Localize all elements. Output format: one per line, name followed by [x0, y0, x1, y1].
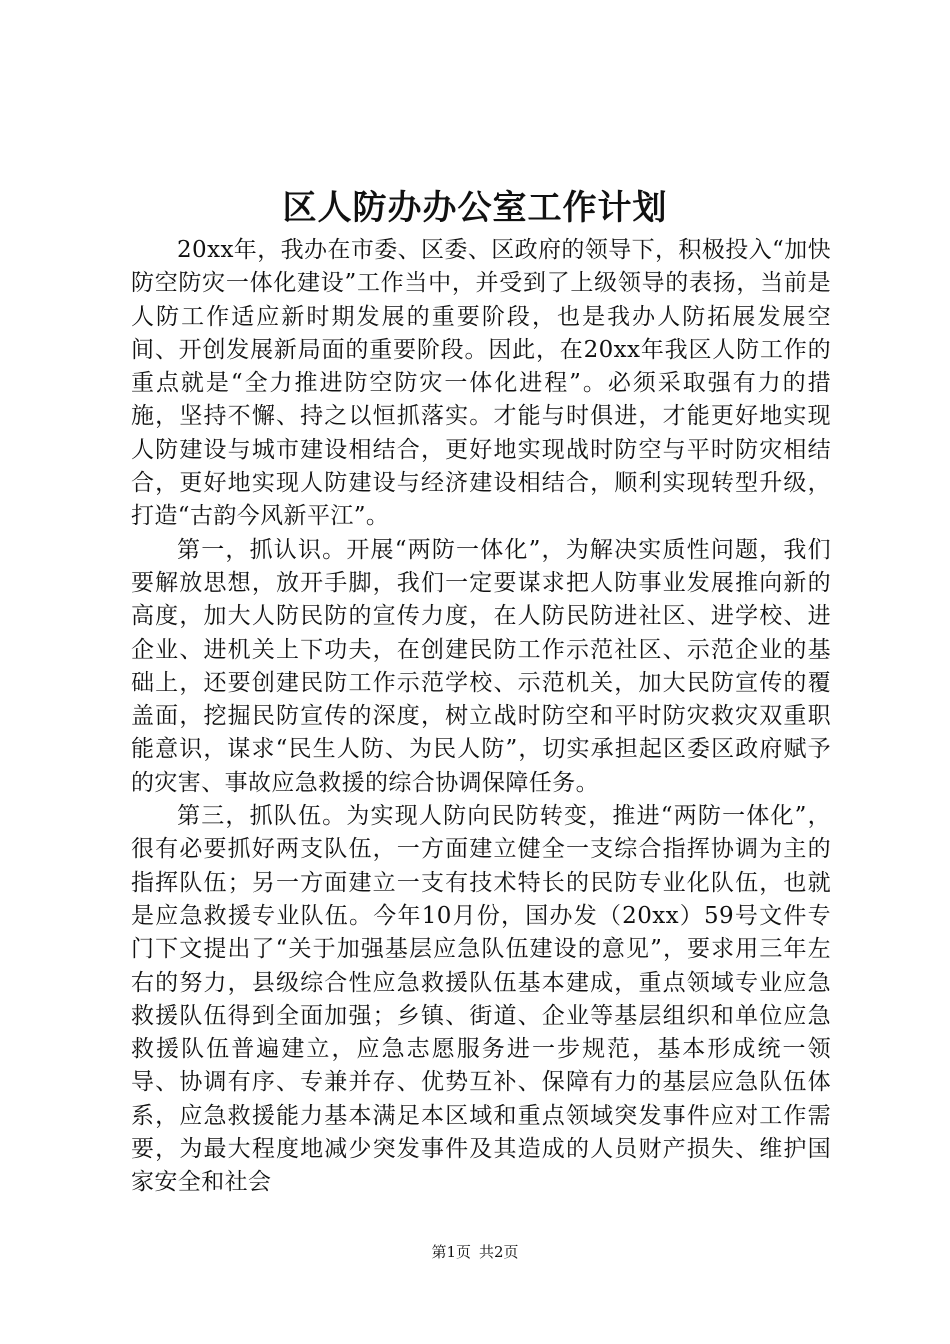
paragraph-first-point: 第一，抓认识。开展“两防一体化”，为解决实质性问题，我们要解放思想，放开手脚，我们一定要谋求把人防事业发展推向新的高度，加大人防民防的宣传力度，在人防民防进社区、进学校、进企业、进机关上下功夫，在创建民防工作示范社区、示范企业的基础上，还要创建民防工作示范学校、示范机关，加大民防宣传的覆盖面，挖掘民防宣传的深度，树立战时防空和平时防灾救灾双重职能意识，谋求“民生人防、为民人防”，切实承担起区委区政府赋予的灾害、事故应急救援的综合协调保障任务。 [131, 536, 831, 796]
page-number-current: 第1页 [431, 1243, 471, 1261]
document-body [131, 234, 831, 1200]
page-footer [0, 1242, 950, 1262]
paragraph-third-point: 第三，抓队伍。为实现人防向民防转变，推进“两防一体化”，很有必要抓好两支队伍，一方面建立健全一支综合指挥协调为主的指挥队伍；另一方面建立一支有技术特长的民防专业化队伍，也就是应急救援专业队伍。今年10月份，国办发（20xx）59号文件专门下文提出了“关于加强基层应急队伍建设的意见”，要求用三年左右的努力，县级综合性应急救援队伍基本建成，重点领域专业应急救援队伍得到全面加强；乡镇、街道、企业等基层组织和单位应急救援队伍普遍建立，应急志愿服务进一步规范，基本形成统一领导、协调有序、专兼并存、优势互补、保障有力的基层应急队伍体系，应急救援能力基本满足本区域和重点领域突发事件应对工作需要，为最大程度地减少突发事件及其造成的人员财产损失、维护国家安全和社会 [131, 803, 831, 1196]
paragraph-intro: 20xx年，我办在市委、区委、区政府的领导下，积极投入“加快防空防灾一体化建设”工作当中，并受到了上级领导的表扬，当前是人防工作适应新时期发展的重要阶段，也是我办人防拓展发展空间、开创发展新局面的重要阶段。因此，在20xx年我区人防工作的重点就是“全力推进防空防灾一体化进程”。必须采取强有力的措施，坚持不懈、持之以恒抓落实。才能与时俱进，才能更好地实现人防建设与城市建设相结合，更好地实现战时防空与平时防灾相结合，更好地实现人防建设与经济建设相结合，顺利实现转型升级，打造“古韵今风新平江”。 [131, 237, 831, 530]
document-title: 区人防办办公室工作计划 [282, 188, 668, 228]
page-number-total: 共2页 [479, 1243, 519, 1261]
